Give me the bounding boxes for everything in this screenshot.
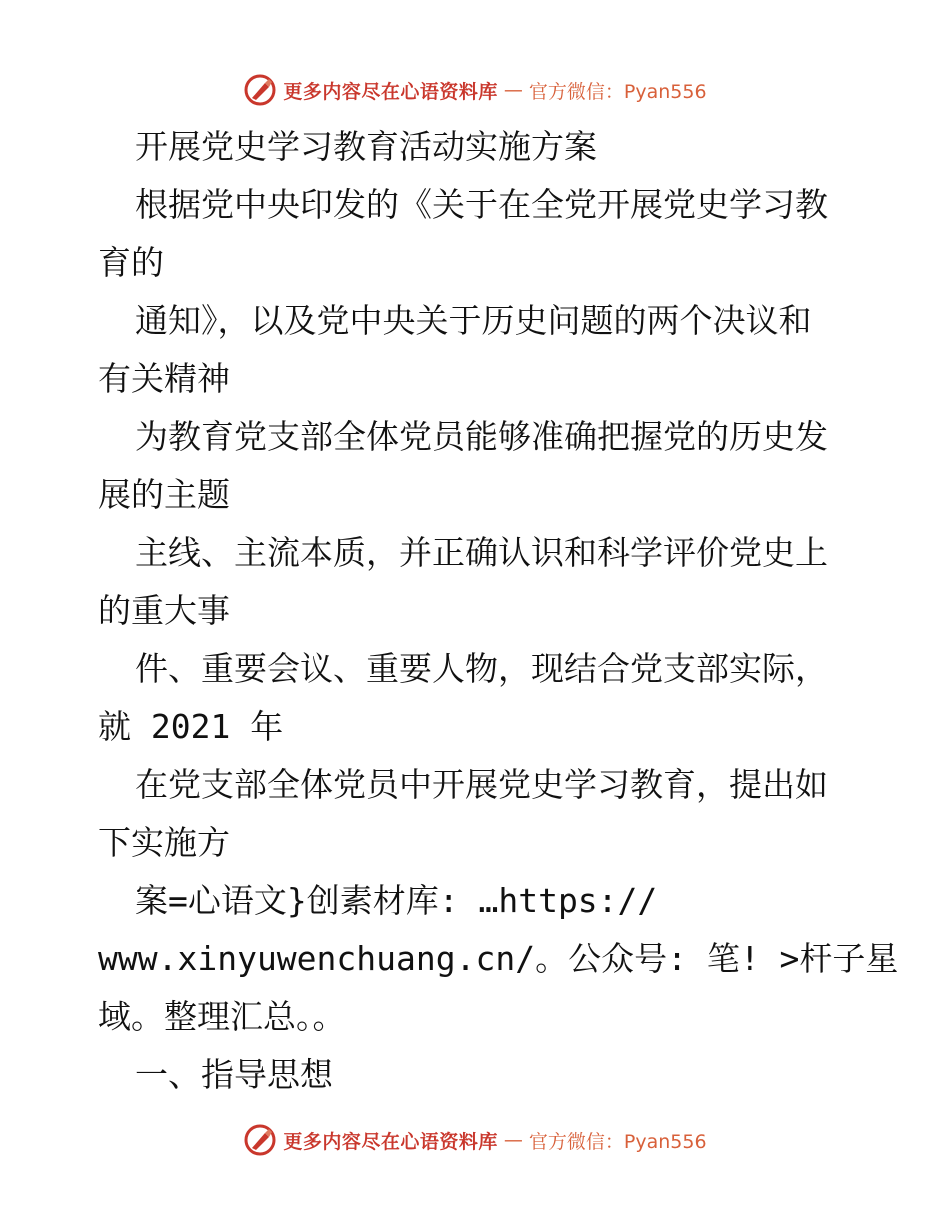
footer-dash: —	[503, 1129, 523, 1151]
footer-contact-text: 官方微信：Pyan556	[528, 1130, 707, 1153]
doc-line: 的重大事	[98, 591, 230, 630]
doc-line: 件、重要会议、重要人物，现结合党支部实际，	[135, 649, 828, 688]
doc-line: 育的	[98, 243, 164, 282]
doc-line: 案=心语文}创素材库: …https://	[135, 881, 658, 920]
doc-line: 在党支部全体党员中开展党史学习教育，提出如	[135, 765, 828, 804]
doc-line: 有关精神	[98, 359, 230, 398]
doc-line: 根据党中央印发的《关于在全党开展党史学习教	[135, 185, 828, 224]
header-contact-text: 官方微信：Pyan556	[528, 80, 707, 103]
doc-line: 展的主题	[98, 475, 230, 514]
doc-title: 开展党史学习教育活动实施方案	[135, 127, 597, 166]
doc-line: 通知》，以及党中央关于历史问题的两个决议和	[135, 301, 812, 340]
doc-line: 就 2021 年	[98, 707, 284, 746]
section-heading: 一、指导思想	[135, 1055, 333, 1094]
pen-logo-icon	[243, 73, 277, 107]
header-dash: —	[503, 79, 523, 101]
header-banner	[0, 70, 950, 110]
pen-logo-icon	[243, 1123, 277, 1157]
doc-url-line: www.xinyuwenchuang.cn/。公众号: 笔! >杆子星	[98, 939, 899, 978]
document-body	[98, 118, 899, 1104]
doc-line: 主线、主流本质，并正确认识和科学评价党史上	[135, 533, 828, 572]
doc-line: 域。整理汇总。。	[98, 997, 346, 1036]
footer-brand-text: 更多内容尽在心语资料库	[283, 1130, 498, 1153]
doc-line: 下实施方	[98, 823, 230, 862]
doc-line: 为教育党支部全体党员能够准确把握党的历史发	[135, 417, 828, 456]
header-brand-text: 更多内容尽在心语资料库	[283, 80, 498, 103]
footer-banner	[0, 1120, 950, 1160]
